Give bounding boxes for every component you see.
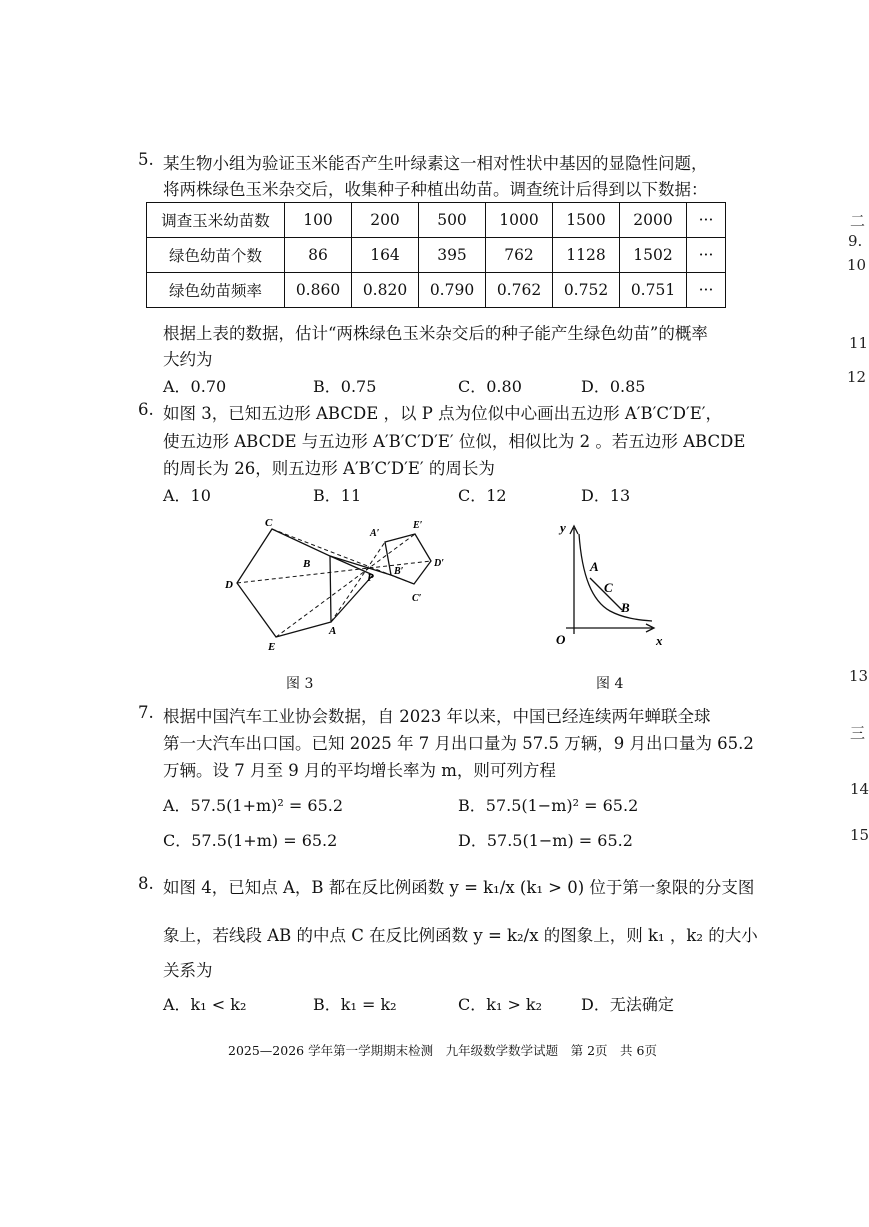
- table-row-label: 绿色幼苗个数: [147, 238, 285, 273]
- fig3-label-a-prime: A′: [370, 528, 380, 539]
- table-cell: 100: [285, 203, 352, 238]
- fig4-label-c: C: [604, 580, 613, 595]
- fig3-label-c-prime: C′: [412, 593, 422, 604]
- margin-fragment: 二: [850, 212, 866, 230]
- table-cell: 762: [486, 238, 553, 273]
- figure-3-caption: 图 3: [286, 676, 314, 692]
- fig4-label-x: x: [656, 633, 663, 648]
- margin-fragment: 15: [850, 826, 869, 844]
- q6-option-d[interactable]: D．13: [581, 486, 631, 505]
- table-cell: 1128: [553, 238, 620, 273]
- table-cell: 1500: [553, 203, 620, 238]
- table-cell: 0.751: [620, 273, 687, 308]
- table-cell: 1000: [486, 203, 553, 238]
- q5-line-2: 将两株绿色玉米杂交后，收集种子种植出幼苗。调查统计后得到以下数据：: [163, 180, 708, 199]
- q7-option-c[interactable]: C．57.5(1+m) = 65.2: [163, 831, 338, 850]
- q5-after-line-2: 大约为: [163, 350, 213, 369]
- fig3-label-e-prime: E′: [413, 520, 423, 531]
- table-cell: ···: [687, 203, 726, 238]
- q8-option-a[interactable]: A．k₁ < k₂: [163, 995, 247, 1014]
- margin-fragment: 12: [847, 368, 867, 386]
- fig3-label-c: C: [265, 517, 273, 529]
- fig4-label-b: B: [621, 600, 630, 615]
- q5-option-d[interactable]: D．0.85: [581, 377, 646, 396]
- q7-option-d[interactable]: D．57.5(1−m) = 65.2: [458, 831, 633, 850]
- q7-number: 7.: [138, 703, 154, 722]
- q7-option-a[interactable]: A．57.5(1+m)² = 65.2: [163, 796, 344, 815]
- fig4-label-a: A: [590, 559, 599, 574]
- q6-line-2: 使五边形 ABCDE 与五边形 A′B′C′D′E′ 位似，相似比为 2 。若五边形 ABCDE: [163, 432, 746, 451]
- fig3-label-d: D: [225, 579, 233, 591]
- q6-number: 6.: [138, 400, 154, 419]
- q5-option-b[interactable]: B．0.75: [313, 377, 377, 396]
- q8-line-3: 关系为: [163, 961, 213, 980]
- fig3-label-b: B: [303, 558, 311, 570]
- hyperbola-curve: [579, 534, 652, 621]
- margin-fragment: 三: [850, 724, 866, 742]
- fig3-label-e: E: [268, 641, 276, 653]
- margin-fragment: 9.: [848, 232, 863, 250]
- pentagon-abcde: [237, 529, 331, 637]
- q7-line-2: 第一大汽车出口国。已知 2025 年 7 月出口量为 57.5 万辆，9 月出口量为 65.2: [163, 734, 754, 753]
- table-row: [147, 203, 726, 238]
- figure-4-graph: [548, 516, 678, 651]
- table-cell: 0.752: [553, 273, 620, 308]
- q7-line-3: 万辆。设 7 月至 9 月的平均增长率为 m，则可列方程: [163, 761, 556, 780]
- margin-fragment: 14: [850, 780, 869, 798]
- q6-option-c[interactable]: C．12: [458, 486, 507, 505]
- table-cell: 164: [352, 238, 419, 273]
- fig3-label-d-prime: D′: [434, 558, 445, 569]
- q5-option-a[interactable]: A．0.70: [163, 377, 227, 396]
- q6-option-b[interactable]: B．11: [313, 486, 362, 505]
- q5-after-line-1: 根据上表的数据，估计“两株绿色玉米杂交后的种子能产生绿色幼苗”的概率: [163, 324, 708, 343]
- q6-line-3: 的周长为 26，则五边形 A′B′C′D′E′ 的周长为: [163, 459, 495, 478]
- q5-line-1: 某生物小组为验证玉米能否产生叶绿素这一相对性状中基因的显隐性问题，: [163, 154, 708, 173]
- q6-option-a[interactable]: A．10: [163, 486, 211, 505]
- q8-number: 8.: [138, 874, 154, 893]
- table-cell: ···: [687, 273, 726, 308]
- q5-option-c[interactable]: C．0.80: [458, 377, 522, 396]
- fig3-label-p: P: [367, 572, 374, 584]
- table-cell: 2000: [620, 203, 687, 238]
- fig3-label-b-prime: B′: [394, 566, 404, 577]
- margin-fragment: 13: [849, 667, 869, 685]
- table-row-label: 绿色幼苗频率: [147, 273, 285, 308]
- q8-option-d[interactable]: D．无法确定: [581, 995, 674, 1014]
- q8-option-c[interactable]: C．k₁ > k₂: [458, 995, 543, 1014]
- q6-line-1: 如图 3，已知五边形 ABCDE ，以 P 点为位似中心画出五边形 A′B′C′D′E′，: [163, 404, 722, 423]
- table-cell: 200: [352, 203, 419, 238]
- table-cell: 0.762: [486, 273, 553, 308]
- table-cell: 1502: [620, 238, 687, 273]
- table-row: [147, 238, 726, 273]
- table-cell: 0.790: [419, 273, 486, 308]
- margin-fragment: 11: [849, 334, 869, 352]
- table-cell: ···: [687, 238, 726, 273]
- fig3-label-a: A: [329, 625, 337, 637]
- table-cell: 86: [285, 238, 352, 273]
- q8-option-b[interactable]: B．k₁ = k₂: [313, 995, 397, 1014]
- figure-3-pentagons: [215, 512, 475, 657]
- figure-4-caption: 图 4: [596, 676, 624, 692]
- table-cell: 0.860: [285, 273, 352, 308]
- q7-option-b[interactable]: B．57.5(1−m)² = 65.2: [458, 796, 639, 815]
- q8-line-1: 如图 4，已知点 A，B 都在反比例函数 y = k₁/x (k₁ > 0) 位于第一象限的分支图: [163, 878, 755, 897]
- q7-line-1: 根据中国汽车工业协会数据，自 2023 年以来，中国已经连续两年蝉联全球: [163, 707, 711, 726]
- pentagon-prime: [385, 534, 431, 584]
- margin-fragment: 10: [847, 256, 867, 274]
- q8-line-2: 象上，若线段 AB 的中点 C 在反比例函数 y = k₂/x 的图象上，则 k₁ ，k₂ 的大小: [163, 926, 758, 945]
- q5-number: 5.: [138, 150, 154, 169]
- table-row-label: 调查玉米幼苗数: [147, 203, 285, 238]
- table-cell: 395: [419, 238, 486, 273]
- fig4-label-o: O: [556, 632, 566, 647]
- table-cell: 0.820: [352, 273, 419, 308]
- table-cell: 500: [419, 203, 486, 238]
- fig4-label-y: y: [560, 520, 566, 535]
- q5-data-table: [146, 202, 726, 308]
- page-footer: 2025—2026 学年第一学期期末检测 九年级数学数学试题 第 2页 共 6页: [228, 1043, 657, 1058]
- table-row: [147, 273, 726, 308]
